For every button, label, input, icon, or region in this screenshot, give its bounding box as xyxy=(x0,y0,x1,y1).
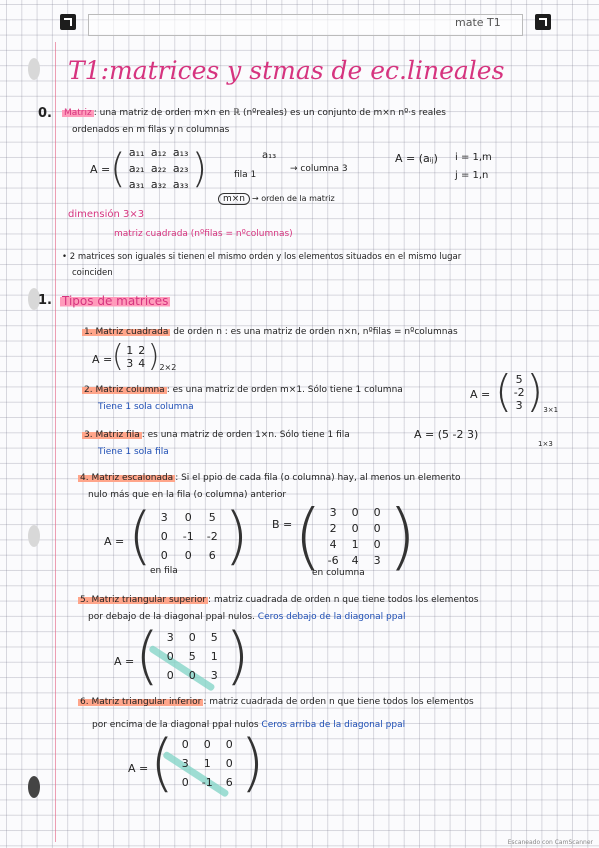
matrix-entry: -6 xyxy=(327,553,339,567)
item-text: de orden n : es una matriz de orden n×n, nºfilas = nºcolumnas xyxy=(173,327,458,337)
scanner-watermark: Escaneado con CamScanner xyxy=(507,839,593,846)
matrix-entry: 2 xyxy=(138,344,146,357)
item-note: Ceros debajo de la diagonal ppal xyxy=(257,612,406,622)
item-label: 6. Matriz triangular inferior xyxy=(80,697,202,707)
header-text: mate T1 xyxy=(455,16,501,29)
matrix-entry: 3 xyxy=(373,553,381,567)
order-subscript: 1×3 xyxy=(538,440,553,448)
iguales-line: • 2 matrices son iguales si tienen el mismo orden y los elementos situados en el mismo lugar xyxy=(62,252,462,262)
item-text: por debajo de la diagonal ppal nulos. xyxy=(88,612,255,622)
matrix-entry: a₂₃ xyxy=(172,162,189,175)
element-a13: a₁₃ xyxy=(262,150,277,161)
item-text: : es una matriz de orden m×1. Sólo tiene 1 columna xyxy=(166,385,403,395)
matrix-entry: 1 xyxy=(203,756,211,770)
matrix-entry: 0 xyxy=(225,756,233,770)
matrix-label: A = xyxy=(92,353,113,366)
matrix-entries xyxy=(126,146,192,191)
matrix-entry: a₁₁ xyxy=(128,146,145,159)
matrix-entries xyxy=(124,344,148,370)
j-range: j = 1,n xyxy=(455,170,489,181)
matrix-note: en columna xyxy=(312,568,365,578)
matrix-entry: 0 xyxy=(373,521,381,535)
matrix-entry: a₂₂ xyxy=(150,162,167,175)
item-label: 3. Matriz fila xyxy=(84,430,140,440)
section-number: 1. xyxy=(38,293,52,308)
matrix-entry: a₁₃ xyxy=(172,146,189,159)
item-note: Tiene 1 sola fila xyxy=(98,447,169,457)
binding-hole xyxy=(28,58,40,80)
matrix-escalonada-fila: ( 3 0 5 0 -1 -2 0 0 6 ) xyxy=(128,499,249,572)
matrix-triangular-superior: ( 3 0 5 0 5 1 0 0 3 ) xyxy=(135,619,250,692)
matrix-entry: 5 xyxy=(515,372,523,386)
binding-hole xyxy=(28,776,40,798)
matrix-entry: a₃₁ xyxy=(128,178,145,191)
matrix-entry: 0 xyxy=(166,649,174,663)
item-text: : Si el ppio de cada fila (o columna) hay, al menos un elemento xyxy=(175,473,461,483)
matrix-entry: 3 xyxy=(181,756,189,770)
matrix-entry: 0 xyxy=(160,529,168,543)
matrix-entry: 0 xyxy=(373,505,381,519)
matrix-entry: 4 xyxy=(138,357,146,370)
matrix-entry: 1 xyxy=(210,649,218,663)
definition-line: ordenados en m filas y n columnas xyxy=(72,125,230,135)
item-label: 2. Matriz columna xyxy=(84,385,165,395)
matrix-entry: 0 xyxy=(373,537,381,551)
matrix-entry: 5 xyxy=(210,630,218,644)
matrix-entry: 0 xyxy=(181,775,189,789)
matrix-entry: 0 xyxy=(203,737,211,751)
matrix-entry: 4 xyxy=(351,553,359,567)
item-label: 1. Matriz cuadrada xyxy=(84,327,169,337)
matrix-entry: -1 xyxy=(201,775,213,789)
matrix-entry: 6 xyxy=(208,548,216,562)
matrix-entry: a₃₃ xyxy=(172,178,189,191)
item-text: : es una matriz de orden 1×n. Sólo tiene 1 fila xyxy=(141,430,350,440)
matrix-entry: 3 xyxy=(210,668,218,682)
matrix-entries xyxy=(152,511,224,562)
fila-note: fila 1 xyxy=(234,170,257,180)
matrix-entry: 3 xyxy=(160,510,168,524)
matrix-label: B = xyxy=(272,518,293,531)
matrix-entry: 0 xyxy=(184,510,192,524)
columna-note: → columna 3 xyxy=(290,164,348,174)
matrix-entry: 0 xyxy=(181,737,189,751)
term-matriz: Matriz xyxy=(64,108,92,118)
binding-hole xyxy=(28,525,40,547)
matrix-label: A = xyxy=(470,388,491,401)
matrix-entry: 0 xyxy=(184,548,192,562)
matrix-entry: 3 xyxy=(126,357,134,370)
matrix-entry: a₃₂ xyxy=(150,178,167,191)
general-matrix: ( a₁₁ a₁₂ a₁₃ a₂₁ a₂₂ a₂₃ a₃₁ a₃₂ a₃₃ ) xyxy=(110,145,208,192)
matrix-entry: 0 xyxy=(188,668,196,682)
matrix-entries xyxy=(512,373,526,412)
item-label: 4. Matriz escalonada xyxy=(80,473,174,483)
matrix-entry: 5 xyxy=(208,510,216,524)
matrix-entry: 0 xyxy=(166,668,174,682)
order-mxn: m×n xyxy=(218,193,250,205)
i-range: i = 1,m xyxy=(455,152,492,163)
matrix-column: ( 5 -2 3 ) 3×1 xyxy=(495,366,559,417)
matrix-entry: a₁₂ xyxy=(150,146,167,159)
matrix-entry: 1 xyxy=(126,344,134,357)
matrix-entry: 0 xyxy=(351,521,359,535)
matrix-entry: 0 xyxy=(225,737,233,751)
item-label: 5. Matriz triangular superior xyxy=(80,595,207,605)
matrix-entry: 3 xyxy=(515,398,523,412)
matrix-2x2: ( 1 2 3 4 ) 2×2 xyxy=(112,339,177,374)
dimension-text: dimensión 3×3 xyxy=(68,209,145,220)
matrix-label: A = xyxy=(90,163,111,176)
matrix-entry: -2 xyxy=(206,529,218,543)
cuadrada-text: matriz cuadrada (nºfilas = nºcolumnas) xyxy=(114,229,293,239)
matrix-triangular-inferior: ( 0 0 0 3 1 0 0 -1 6 ) xyxy=(150,726,265,799)
row-matrix: A = (5 -2 3) xyxy=(414,428,479,441)
item-text: nulo más que en la fila (o columna) anterior xyxy=(88,490,287,500)
matrix-label: A = xyxy=(128,762,149,775)
matrix-entry: -2 xyxy=(513,385,525,399)
item-text: : matriz cuadrada de orden n que tiene todos los elementos xyxy=(203,697,474,707)
matrix-entry: 0 xyxy=(160,548,168,562)
page-title: T1:matrices y stmas de ec.lineales xyxy=(68,56,505,85)
matrix-entries xyxy=(174,738,240,789)
section-heading: Tipos de matrices xyxy=(62,294,169,308)
section-number: 0. xyxy=(38,106,52,121)
iguales-line: coinciden xyxy=(72,268,113,278)
item-text: por encima de la diagonal ppal nulos xyxy=(92,720,259,730)
order-subscript: 3×1 xyxy=(543,406,559,414)
matrix-entry: 0 xyxy=(188,630,196,644)
corner-mark-left-icon xyxy=(60,14,76,30)
aij-notation: A = (aᵢⱼ) xyxy=(395,152,438,165)
matrix-entry: 5 xyxy=(188,649,196,663)
matrix-label: A = xyxy=(104,535,125,548)
matrix-escalonada-columna: ( 3 0 0 2 0 0 4 1 0 -6 4 3 ) xyxy=(294,494,417,578)
item-note: Ceros arriba de la diagonal ppal xyxy=(261,720,406,730)
definition-line: : una matriz de orden m×n en ℝ (nºreales) es un conjunto de m×n nº·s reales xyxy=(93,108,446,118)
matrix-entry: a₂₁ xyxy=(128,162,145,175)
matrix-entries xyxy=(159,631,225,682)
matrix-entry: 1 xyxy=(351,537,359,551)
matrix-entry: -1 xyxy=(182,529,194,543)
matrix-entry: 0 xyxy=(351,505,359,519)
order-subscript: 2×2 xyxy=(159,363,177,372)
item-text: : matriz cuadrada de orden n que tiene todos los elementos xyxy=(208,595,479,605)
matrix-entry: 4 xyxy=(329,537,337,551)
matrix-entry: 6 xyxy=(225,775,233,789)
margin-line xyxy=(55,42,56,842)
order-note: → orden de la matriz xyxy=(252,194,335,203)
matrix-entry: 3 xyxy=(329,505,337,519)
item-note: Tiene 1 sola columna xyxy=(98,402,194,412)
matrix-note: en fila xyxy=(150,566,178,576)
corner-mark-right-icon xyxy=(535,14,551,30)
matrix-entries xyxy=(322,506,388,567)
matrix-entry: 2 xyxy=(329,521,337,535)
matrix-label: A = xyxy=(114,655,135,668)
matrix-entry: 3 xyxy=(166,630,174,644)
